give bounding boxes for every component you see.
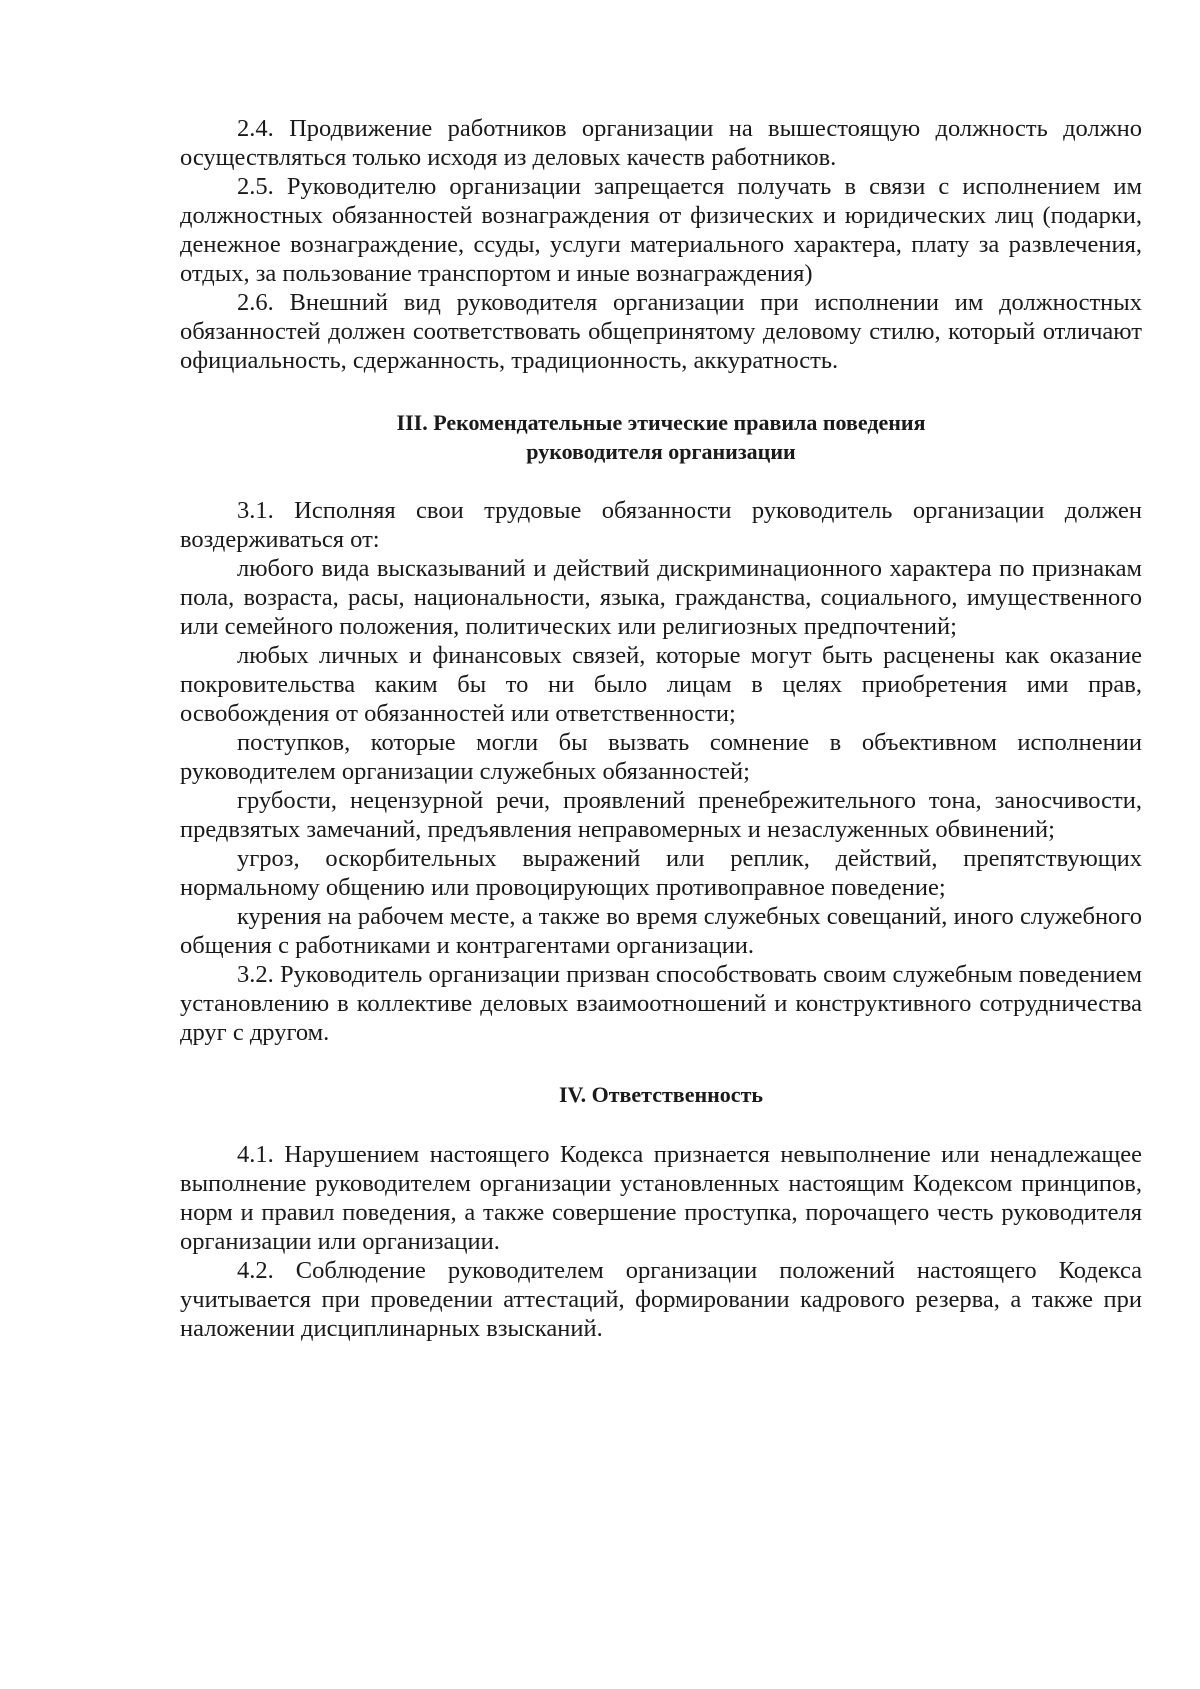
list-item-threats: угроз, оскорбительных выражений или реплик, действий, препятствующих нормальному общению или провоцирующих противоправное поведение; — [180, 845, 1142, 901]
section-3-heading — [180, 408, 1142, 466]
list-item-discrimination: любого вида высказываний и действий дискриминационного характера по признакам пола, возраста, расы, национальности, языка, гражданства, социального, имущественного или семейного положения, политических или религиозных предпочтений; — [180, 555, 1142, 640]
paragraph-4-2: 4.2. Соблюдение руководителем организации положений настоящего Кодекса учитывается при проведении аттестаций, формировании кадрового резерва, а также при наложении дисциплинарных взысканий. — [180, 1257, 1142, 1342]
paragraph-3-2: 3.2. Руководитель организации призван способствовать своим служебным поведением установлению в коллективе деловых взаимоотношений и конструктивного сотрудничества друг с другом. — [180, 961, 1142, 1046]
paragraph-3-1: 3.1. Исполняя свои трудовые обязанности руководитель организации должен воздерживаться от: — [180, 497, 1142, 553]
paragraph-2-6: 2.6. Внешний вид руководителя организации при исполнении им должностных обязанностей должен соответствовать общепринятому деловому стилю, который отличают официальность, сдержанность, традиционность, аккуратность. — [180, 289, 1142, 374]
paragraph-2-5: 2.5. Руководителю организации запрещается получать в связи с исполнением им должностных обязанностей вознаграждения от физических и юридических лиц (подарки, денежное вознаграждение, ссуды, услуги материального характера, плату за развлечения, отдых, за пользование транспортом и иные вознаграждения) — [180, 173, 1142, 287]
paragraph-2-4: 2.4. Продвижение работников организации на вышестоящую должность должно осуществляться только исходя из деловых качеств работников. — [180, 115, 1142, 171]
section-4-heading: IV. Ответственность — [558, 1082, 764, 1107]
section-3-heading-line-1: III. Рекомендательные этические правила поведения — [396, 410, 926, 435]
list-item-doubtful-acts: поступков, которые могли бы вызвать сомнение в объективном исполнении руководителем организации служебных обязанностей; — [180, 729, 1142, 785]
list-item-rudeness: грубости, нецензурной речи, проявлений пренебрежительного тона, заносчивости, предвзятых замечаний, предъявления неправомерных и незаслуженных обвинений; — [180, 787, 1142, 843]
list-item-personal-ties: любых личных и финансовых связей, которые могут быть расценены как оказание покровительства каким бы то ни было лицам в целях приобретения ими прав, освобождения от обязанностей или ответственности; — [180, 642, 1142, 727]
document-page — [180, 114, 1142, 1343]
list-item-smoking: курения на рабочем месте, а также во время служебных совещаний, иного служебного общения с работниками и контрагентами организации. — [180, 903, 1142, 959]
paragraph-4-1: 4.1. Нарушением настоящего Кодекса признается невыполнение или ненадлежащее выполнение руководителем организации установленных настоящим Кодексом принципов, норм и правил поведения, а также совершение проступка, порочащего честь руководителя организации или организации. — [180, 1141, 1142, 1255]
section-3-heading-line-2: руководителя организации — [526, 439, 796, 464]
